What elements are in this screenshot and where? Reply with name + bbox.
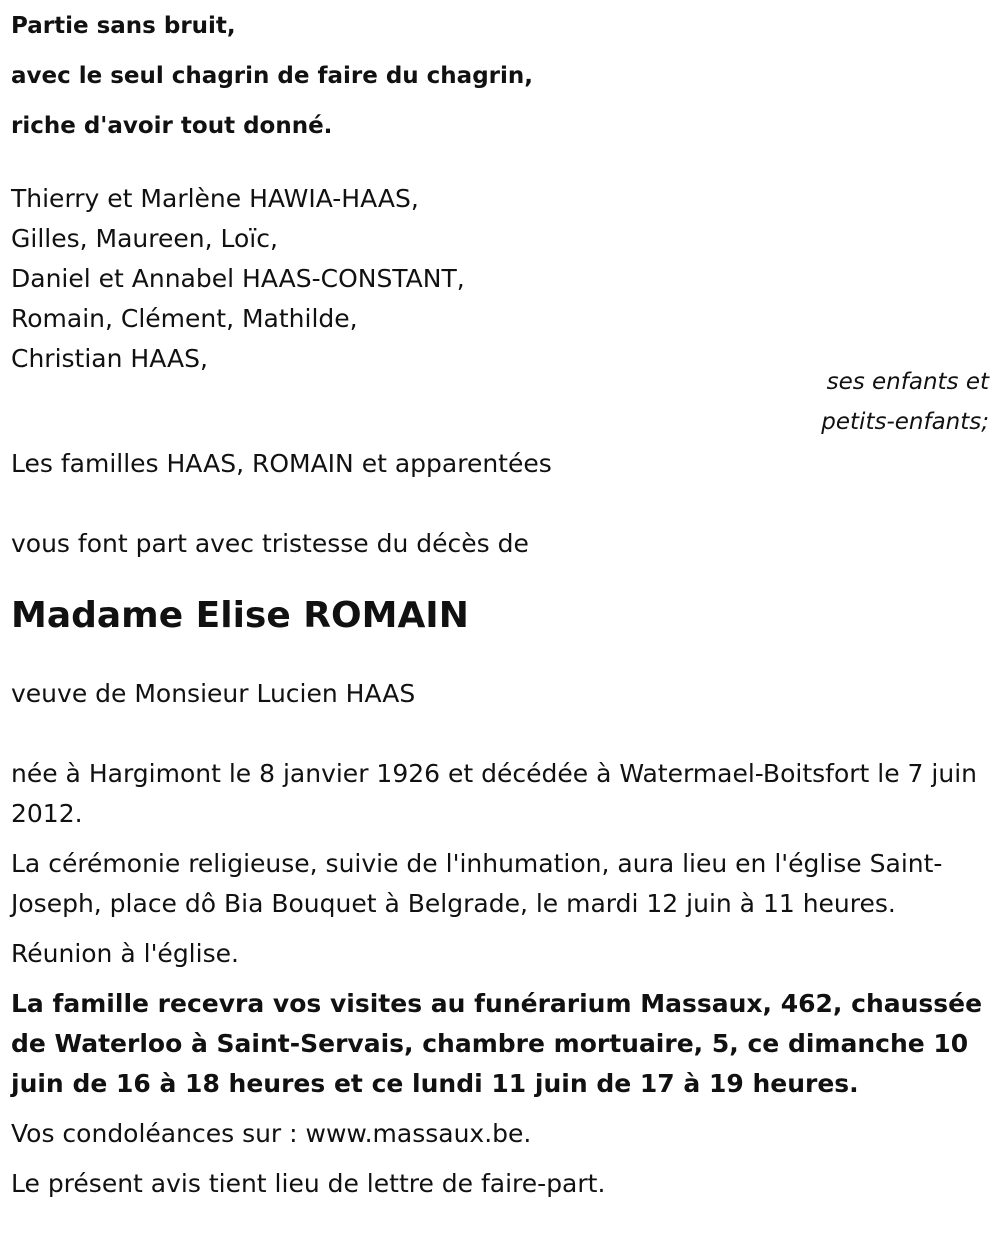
notice-info: Le présent avis tient lieu de lettre de faire-part. bbox=[11, 1169, 606, 1198]
family-names bbox=[11, 179, 989, 379]
extended-families: Les familles HAAS, ROMAIN et apparentées bbox=[11, 449, 552, 478]
birth-death-info: née à Hargimont le 8 janvier 1926 et décédée à Watermael-Boitsfort le 7 juin 2012. bbox=[11, 759, 977, 828]
widow-of: veuve de Monsieur Lucien HAAS bbox=[11, 679, 416, 708]
verse-line: riche d'avoir tout donné. bbox=[11, 113, 333, 139]
relation-line: petits-enfants; bbox=[821, 409, 989, 435]
visits-info: La famille recevra vos visites au funérarium Massaux, 462, chaussée de Waterloo à Saint-Servais, chambre mortuaire, 5, ce dimanche 10 juin de 16 à 18 heures et ce lundi 11 juin de 17 à 19 heures. bbox=[11, 989, 983, 1098]
deceased-name: Madame Elise ROMAIN bbox=[11, 595, 469, 636]
ceremony-info: La cérémonie religieuse, suivie de l'inhumation, aura lieu en l'église Saint-Joseph, place dô Bia Bouquet à Belgrade, le mardi 12 juin à 11 heures. bbox=[11, 849, 943, 918]
family-name-line: Romain, Clément, Mathilde, bbox=[11, 304, 358, 333]
family-name-line: Gilles, Maureen, Loïc, bbox=[11, 224, 278, 253]
opening-verse bbox=[11, 1, 989, 151]
family-name-line: Daniel et Annabel HAAS-CONSTANT, bbox=[11, 264, 465, 293]
family-name-line: Thierry et Marlène HAWIA-HAAS, bbox=[11, 184, 419, 213]
condolences-info: Vos condoléances sur : www.massaux.be. bbox=[11, 1119, 532, 1148]
verse-line: Partie sans bruit, bbox=[11, 13, 236, 39]
verse-line: avec le seul chagrin de faire du chagrin, bbox=[11, 63, 534, 89]
obituary-notice bbox=[11, 0, 989, 1204]
meeting-info: Réunion à l'église. bbox=[11, 939, 239, 968]
family-name-line: Christian HAAS, bbox=[11, 344, 208, 373]
announcement-intro: vous font part avec tristesse du décès de bbox=[11, 529, 529, 558]
relation-line: ses enfants et bbox=[826, 369, 989, 395]
